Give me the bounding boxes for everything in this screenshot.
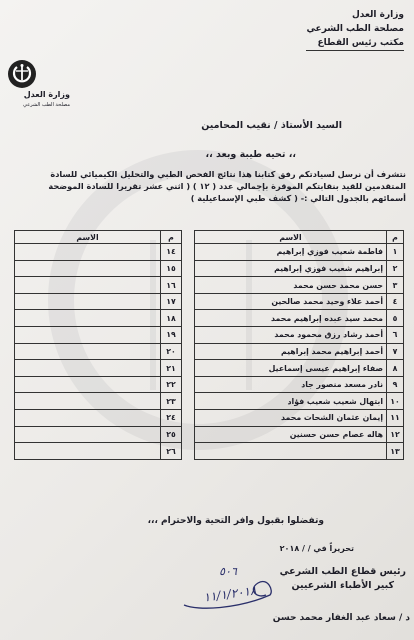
logo-title: وزارة العدل: [23, 90, 70, 99]
table-row: [15, 277, 182, 294]
row-number: ٢٣: [161, 393, 182, 410]
names-table-right-body: [195, 244, 404, 460]
row-name: صفاء إبراهيم عيسى إسماعيل: [195, 360, 387, 377]
row-number: ٢٥: [161, 426, 182, 443]
row-name: ابتهال شعيب شعيب فؤاد: [195, 393, 387, 410]
row-name: هاله عصام حسن حسنين: [195, 426, 387, 443]
row-name: [15, 310, 161, 327]
row-name: إيمان عثمان الشحات محمد: [195, 410, 387, 427]
row-number: ١٣: [387, 443, 404, 460]
row-name: أحمد رشاد رزق محمود محمد: [195, 327, 387, 344]
row-number: ٤: [387, 293, 404, 310]
row-name: نادر مسعد منصور جاد: [195, 376, 387, 393]
row-name: إبراهيم شعيب فوزي إبراهيم: [195, 260, 387, 277]
row-name: [15, 360, 161, 377]
scales-of-justice-icon: [8, 60, 36, 88]
table-row: [15, 260, 182, 277]
table-header-name: الاسم: [15, 231, 161, 244]
table-row: [15, 293, 182, 310]
row-number: ١٦: [161, 277, 182, 294]
table-row: [195, 376, 404, 393]
row-number: ٢٢: [161, 376, 182, 393]
row-name: [15, 343, 161, 360]
table-header-name: الاسم: [195, 231, 387, 244]
table-row: [15, 343, 182, 360]
header-line-3: مكتب رئيس القطاع: [306, 36, 404, 51]
row-number: ٢١: [161, 360, 182, 377]
logo-subtitle: مصلحة الطب الشرعي: [23, 102, 70, 108]
row-number: ١٩: [161, 327, 182, 344]
row-number: ١٢: [387, 426, 404, 443]
table-row: [195, 293, 404, 310]
ministry-logo: [6, 56, 70, 116]
row-name: فاطمة شعيب فوزي إبراهيم: [195, 244, 387, 261]
table-row: [195, 393, 404, 410]
table-row: [15, 443, 182, 460]
row-number: ٢٠: [161, 343, 182, 360]
row-name: [15, 327, 161, 344]
row-number: ٢٦: [161, 443, 182, 460]
row-number: ٦: [387, 327, 404, 344]
table-row: [15, 410, 182, 427]
names-table-left: [14, 230, 182, 460]
table-row: [15, 376, 182, 393]
handwritten-number: ٥٠٦: [219, 565, 237, 578]
row-number: ١٠: [387, 393, 404, 410]
row-name: [15, 443, 161, 460]
row-name: محمد سيد عبده إبراهيم محمد: [195, 310, 387, 327]
greeting: ،، تحيه طيبة وبعد ،،: [205, 149, 296, 160]
signature-title-1: رئيس قطاع الطب الشرعي: [279, 566, 406, 577]
table-row: [15, 244, 182, 261]
row-number: ٥: [387, 310, 404, 327]
row-name: [15, 376, 161, 393]
logo-caption: [6, 90, 70, 110]
names-table-right: [194, 230, 404, 460]
table-row: [195, 310, 404, 327]
header-line-1: وزارة العدل: [351, 10, 404, 20]
row-name: [15, 393, 161, 410]
row-number: ٣: [387, 277, 404, 294]
signature-block: [280, 565, 406, 593]
table-header-number: م: [387, 231, 404, 244]
body-line-1: نتشرف أن نرسل لسيادتكم رفق كتابنا هذا نتائج الفحص الطبي والتحليل الكيميائي للسادة: [50, 169, 406, 179]
row-name: [195, 443, 387, 460]
body-line-2: المتقدمين للقيد بنقابتكم الموقرة بإجمالي عدد ( ١٢ ) ( اثني عشر تقريرا للسادة الموضحة: [48, 181, 406, 191]
row-number: ٢: [387, 260, 404, 277]
table-row: [15, 426, 182, 443]
row-number: ٧: [387, 343, 404, 360]
handwritten-annotation: [178, 565, 278, 613]
row-name: [15, 244, 161, 261]
letter-body: [6, 168, 406, 204]
date-line: تحريراً في / / ٢٠١٨: [279, 544, 354, 553]
row-name: [15, 293, 161, 310]
table-row: [195, 244, 404, 261]
signatory-name: د / سعاد عبد الغفار محمد حسن: [272, 613, 410, 623]
row-name: [15, 410, 161, 427]
row-name: أحمد علاء وحيد محمد صالحين: [195, 293, 387, 310]
handwritten-date: ١١/١/٢٠١٨: [202, 583, 258, 605]
row-name: حسن محمد حسن محمد: [195, 277, 387, 294]
signature-scribble-icon: [178, 565, 278, 613]
table-header-number: م: [161, 231, 182, 244]
row-number: ٨: [387, 360, 404, 377]
row-number: ١: [387, 244, 404, 261]
row-name: [15, 426, 161, 443]
closing-line: وتفضلوا بقبول وافر التحية والاحترام ،،،: [147, 516, 324, 526]
row-number: ١١: [387, 410, 404, 427]
signature-title-2: كبير الأطباء الشرعيين: [291, 580, 395, 591]
table-row: [195, 410, 404, 427]
ministry-header: [306, 8, 404, 51]
row-name: أحمد إبراهيم محمد إبراهيم: [195, 343, 387, 360]
row-number: ١٨: [161, 310, 182, 327]
row-number: ١٧: [161, 293, 182, 310]
table-row: [15, 360, 182, 377]
table-row: [15, 327, 182, 344]
table-row: [195, 260, 404, 277]
row-name: [15, 277, 161, 294]
row-number: ٢٤: [161, 410, 182, 427]
body-line-3: أسمائهم بالجدول التالي :- ( كشف طبي الإسماعيلية ): [190, 193, 406, 203]
table-row: [195, 277, 404, 294]
table-row: [195, 426, 404, 443]
row-name: [15, 260, 161, 277]
row-number: ١٤: [161, 244, 182, 261]
table-row: [195, 343, 404, 360]
header-line-2: مصلحة الطب الشرعي: [306, 24, 404, 34]
row-number: ٩: [387, 376, 404, 393]
row-number: ١٥: [161, 260, 182, 277]
table-row: [195, 327, 404, 344]
names-table-left-body: [15, 244, 182, 460]
table-row: [195, 443, 404, 460]
addressee: السيد الأستاذ / نقيب المحامين: [201, 120, 342, 131]
table-row: [15, 393, 182, 410]
table-row: [195, 360, 404, 377]
table-row: [15, 310, 182, 327]
